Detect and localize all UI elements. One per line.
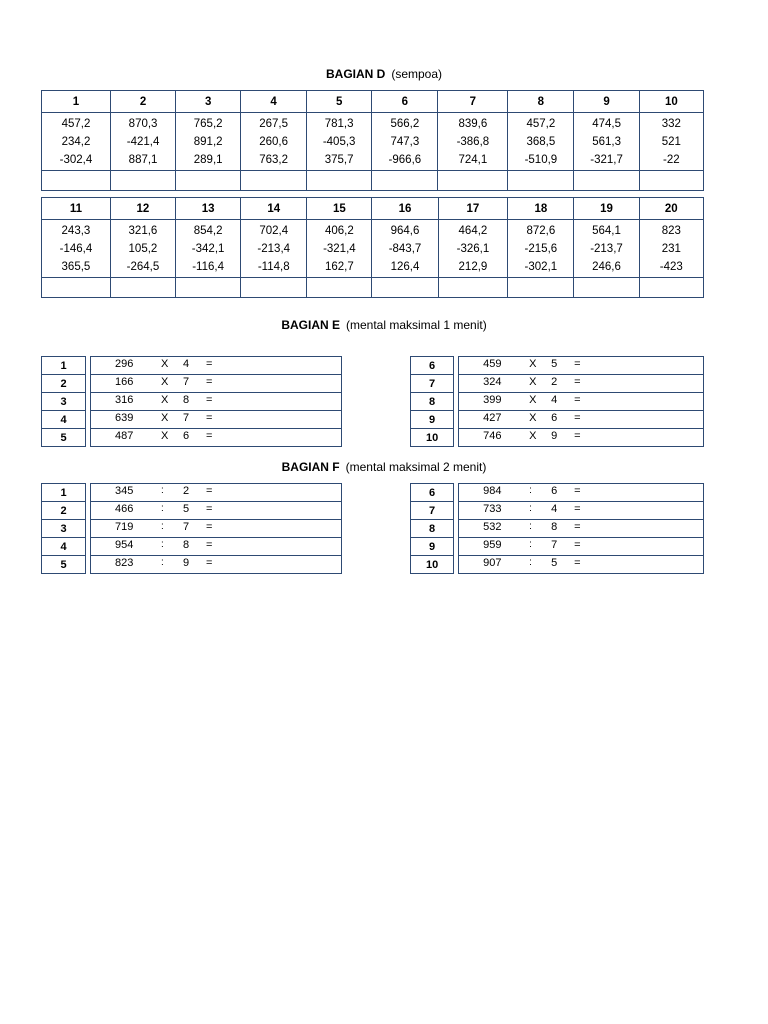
answer-cell[interactable] (574, 171, 639, 191)
problem-row (41, 375, 342, 393)
problem-number: 3 (41, 393, 86, 411)
value-line: -326,1 (456, 242, 490, 255)
operand-b: 5 (183, 503, 190, 515)
value-line: 891,2 (193, 135, 223, 148)
equals-sign: = (206, 394, 213, 406)
equals-sign: = (206, 521, 213, 533)
value-line: 964,6 (390, 224, 420, 237)
answer-cell[interactable] (241, 171, 307, 191)
bagian-f-subtitle: (mental maksimal 2 menit) (345, 460, 487, 474)
values-cell (508, 113, 574, 171)
operand-a: 959 (483, 539, 502, 551)
answer-cell[interactable] (372, 278, 438, 298)
operand-b: 7 (551, 539, 558, 551)
value-line: 162,7 (324, 260, 354, 273)
value-line: 823 (661, 224, 681, 237)
operand-a: 427 (483, 412, 502, 424)
value-line: 126,4 (390, 260, 420, 273)
value-line: -386,8 (456, 135, 490, 148)
value-line: -114,8 (257, 260, 290, 273)
operand-a: 719 (115, 521, 134, 533)
problem-expression[interactable] (90, 429, 342, 447)
value-line: -321,7 (590, 153, 623, 166)
value-line: -22 (663, 153, 680, 166)
multiply-operator: X (529, 376, 537, 388)
problem-row (41, 483, 342, 502)
operand-a: 296 (115, 358, 134, 370)
divide-operator: : (161, 521, 164, 532)
answer-cell[interactable] (508, 171, 574, 191)
value-line: 702,4 (259, 224, 289, 237)
answer-cell[interactable] (110, 171, 175, 191)
value-line: -342,1 (191, 242, 225, 255)
problem-expression[interactable] (90, 393, 342, 411)
problem-row (41, 556, 342, 574)
values-cell (574, 113, 639, 171)
answer-cell[interactable] (574, 278, 639, 298)
multiply-operator: X (529, 394, 537, 406)
operand-a: 466 (115, 503, 134, 515)
problem-number: 7 (410, 502, 454, 520)
value-line: -116,4 (192, 260, 224, 273)
column-number: 11 (42, 198, 111, 220)
problem-number: 6 (410, 356, 454, 375)
multiply-operator: X (529, 430, 537, 442)
problem-expression[interactable] (458, 538, 704, 556)
operand-b: 7 (183, 521, 190, 533)
equals-sign: = (206, 557, 213, 569)
answer-row (42, 278, 704, 298)
values-cell (42, 113, 111, 171)
values-cell (438, 113, 508, 171)
bagian-e-subtitle: (mental maksimal 1 menit) (345, 318, 487, 332)
equals-sign: = (574, 358, 581, 370)
bagian-f-heading (0, 460, 704, 474)
answer-cell[interactable] (307, 171, 372, 191)
values-cell (307, 113, 372, 171)
problem-number: 9 (410, 411, 454, 429)
operand-a: 954 (115, 539, 134, 551)
values-row (42, 220, 704, 278)
equals-sign: = (206, 358, 213, 370)
value-line: 231 (661, 242, 681, 255)
values-cell (176, 113, 241, 171)
value-line: -421,4 (126, 135, 160, 148)
problem-number: 4 (41, 411, 86, 429)
value-line: 839,6 (458, 117, 488, 130)
answer-row (42, 171, 704, 191)
operand-b: 2 (183, 485, 190, 497)
values-cell (508, 220, 574, 278)
value-line: 763,2 (259, 153, 288, 166)
divide-operator: : (529, 539, 532, 550)
value-line: 321,6 (128, 224, 158, 237)
operand-b: 7 (183, 412, 190, 424)
problem-row (410, 411, 704, 429)
operand-a: 345 (115, 485, 134, 497)
value-line: 566,2 (390, 117, 420, 130)
bagian-d-subtitle: (sempoa) (391, 67, 443, 81)
multiply-operator: X (161, 376, 169, 388)
bagian-d-table-1 (41, 90, 704, 191)
equals-sign: = (574, 376, 581, 388)
operand-a: 639 (115, 412, 134, 424)
divide-operator: : (529, 557, 532, 568)
multiply-operator: X (529, 358, 537, 370)
operand-a: 324 (483, 376, 502, 388)
problem-row (410, 356, 704, 375)
equals-sign: = (574, 412, 581, 424)
column-number: 17 (438, 198, 508, 220)
value-line: -302,4 (59, 153, 93, 166)
operand-b: 9 (183, 557, 190, 569)
values-cell (574, 220, 639, 278)
problem-expression[interactable] (90, 502, 342, 520)
value-line: -321,4 (323, 242, 356, 255)
value-line: 267,5 (259, 117, 288, 130)
column-number: 6 (372, 91, 438, 113)
problem-number: 2 (41, 502, 86, 520)
value-line: -510,9 (524, 153, 558, 166)
answer-cell[interactable] (372, 171, 438, 191)
problem-number: 8 (410, 393, 454, 411)
column-number: 12 (110, 198, 175, 220)
problem-number: 5 (41, 556, 86, 574)
problem-number: 7 (410, 375, 454, 393)
column-number: 7 (438, 91, 508, 113)
bagian-f-left-table (41, 483, 342, 574)
problem-expression[interactable] (458, 556, 704, 574)
answer-cell[interactable] (307, 278, 372, 298)
bagian-d-heading (0, 67, 704, 81)
problem-expression[interactable] (90, 356, 342, 375)
answer-cell[interactable] (438, 278, 508, 298)
problem-number: 8 (410, 520, 454, 538)
problem-expression[interactable] (90, 520, 342, 538)
problem-number: 5 (41, 429, 86, 447)
answer-cell[interactable] (110, 278, 175, 298)
problem-number: 3 (41, 520, 86, 538)
values-cell (307, 220, 372, 278)
values-cell (110, 220, 175, 278)
answer-cell[interactable] (42, 278, 111, 298)
values-cell (42, 220, 111, 278)
bagian-d-title: BAGIAN D (325, 67, 386, 81)
problem-expression[interactable] (90, 483, 342, 502)
value-line: 561,3 (592, 135, 621, 148)
problem-expression[interactable] (90, 556, 342, 574)
equals-sign: = (574, 539, 581, 551)
operand-a: 984 (483, 485, 502, 497)
column-number: 1 (42, 91, 111, 113)
value-line: 260,6 (259, 135, 288, 148)
answer-cell[interactable] (438, 171, 508, 191)
value-line: 872,6 (526, 224, 556, 237)
operand-b: 5 (551, 358, 558, 370)
equals-sign: = (574, 557, 581, 569)
column-number: 5 (307, 91, 372, 113)
header-row (42, 198, 704, 220)
multiply-operator: X (161, 430, 169, 442)
problem-number: 4 (41, 538, 86, 556)
problem-row (41, 502, 342, 520)
answer-cell[interactable] (639, 278, 703, 298)
value-line: 781,3 (324, 117, 354, 130)
problem-expression[interactable] (458, 429, 704, 447)
bagian-e-title: BAGIAN E (281, 318, 340, 332)
operand-b: 6 (551, 485, 558, 497)
column-number: 15 (307, 198, 372, 220)
column-number: 3 (176, 91, 241, 113)
divide-operator: : (529, 503, 532, 514)
problem-expression[interactable] (458, 520, 704, 538)
operand-a: 399 (483, 394, 502, 406)
operand-b: 8 (183, 394, 190, 406)
value-line: 724,1 (458, 153, 488, 166)
problem-expression[interactable] (90, 411, 342, 429)
divide-operator: : (161, 503, 164, 514)
problem-row (410, 520, 704, 538)
value-line: -146,4 (59, 242, 93, 255)
column-number: 9 (574, 91, 639, 113)
problem-row (410, 375, 704, 393)
multiply-operator: X (161, 358, 169, 370)
bagian-e-heading (0, 318, 704, 332)
value-line: 887,1 (128, 153, 158, 166)
value-line: -302,1 (524, 260, 558, 273)
bagian-e-left-table (41, 356, 342, 447)
operand-a: 487 (115, 430, 134, 442)
equals-sign: = (206, 412, 213, 424)
problem-number: 10 (410, 429, 454, 447)
values-row (42, 113, 704, 171)
operand-b: 8 (551, 521, 558, 533)
operand-b: 6 (183, 430, 190, 442)
answer-cell[interactable] (508, 278, 574, 298)
operand-a: 733 (483, 503, 502, 515)
divide-operator: : (161, 485, 164, 496)
value-line: 765,2 (193, 117, 223, 130)
problem-number: 6 (410, 483, 454, 502)
operand-b: 4 (551, 503, 558, 515)
operand-a: 746 (483, 430, 502, 442)
problem-expression[interactable] (458, 483, 704, 502)
divide-operator: : (529, 485, 532, 496)
value-line: -215,6 (524, 242, 558, 255)
value-line: 521 (661, 135, 681, 148)
column-number: 19 (574, 198, 639, 220)
bagian-e-right-table (410, 356, 704, 447)
problem-number: 9 (410, 538, 454, 556)
problem-row (410, 429, 704, 447)
problem-row (41, 411, 342, 429)
equals-sign: = (574, 503, 581, 515)
value-line: 406,2 (324, 224, 354, 237)
values-cell (176, 220, 241, 278)
value-line: 854,2 (193, 224, 223, 237)
problem-number: 2 (41, 375, 86, 393)
problem-row (410, 502, 704, 520)
value-line: 212,9 (458, 260, 488, 273)
values-cell (241, 220, 307, 278)
value-line: 234,2 (61, 135, 91, 148)
values-cell (110, 113, 175, 171)
value-line: 870,3 (128, 117, 158, 130)
value-line: 464,2 (458, 224, 488, 237)
answer-cell[interactable] (639, 171, 703, 191)
column-number: 16 (372, 198, 438, 220)
equals-sign: = (574, 521, 581, 533)
column-number: 20 (639, 198, 703, 220)
problem-expression[interactable] (458, 411, 704, 429)
problem-row (410, 556, 704, 574)
problem-row (410, 538, 704, 556)
operand-a: 907 (483, 557, 502, 569)
column-number: 4 (241, 91, 307, 113)
value-line: 375,7 (324, 153, 354, 166)
problem-number: 10 (410, 556, 454, 574)
value-line: -264,5 (126, 260, 160, 273)
problem-row (41, 429, 342, 447)
problem-expression[interactable] (458, 356, 704, 375)
equals-sign: = (206, 430, 213, 442)
answer-cell[interactable] (241, 278, 307, 298)
values-cell (438, 220, 508, 278)
value-line: 457,2 (526, 117, 556, 130)
column-number: 18 (508, 198, 574, 220)
equals-sign: = (206, 376, 213, 388)
values-cell (639, 113, 703, 171)
operand-b: 4 (183, 358, 190, 370)
problem-expression[interactable] (458, 393, 704, 411)
multiply-operator: X (529, 412, 537, 424)
operand-a: 823 (115, 557, 134, 569)
value-line: 332 (661, 117, 681, 130)
value-line: -966,6 (388, 153, 422, 166)
column-number: 10 (639, 91, 703, 113)
operand-b: 2 (551, 376, 558, 388)
equals-sign: = (574, 485, 581, 497)
multiply-operator: X (161, 412, 169, 424)
operand-b: 5 (551, 557, 558, 569)
equals-sign: = (574, 430, 581, 442)
bagian-f-right-table (410, 483, 704, 574)
problem-expression[interactable] (458, 375, 704, 393)
column-number: 8 (508, 91, 574, 113)
values-cell (639, 220, 703, 278)
operand-b: 7 (183, 376, 190, 388)
operand-a: 459 (483, 358, 502, 370)
value-line: -213,4 (257, 242, 291, 255)
column-number: 13 (176, 198, 241, 220)
value-line: -213,7 (590, 242, 623, 255)
values-cell (372, 113, 438, 171)
problem-expression[interactable] (458, 502, 704, 520)
problem-row (41, 393, 342, 411)
value-line: 457,2 (61, 117, 91, 130)
column-number: 14 (241, 198, 307, 220)
problem-row (41, 520, 342, 538)
multiply-operator: X (161, 394, 169, 406)
value-line: 368,5 (526, 135, 556, 148)
values-cell (241, 113, 307, 171)
operand-a: 166 (115, 376, 134, 388)
value-line: 289,1 (193, 153, 223, 166)
equals-sign: = (206, 485, 213, 497)
divide-operator: : (529, 521, 532, 532)
value-line: 564,1 (592, 224, 621, 237)
value-line: -423 (659, 260, 683, 273)
value-line: -405,3 (322, 135, 356, 148)
value-line: 105,2 (128, 242, 158, 255)
operand-b: 8 (183, 539, 190, 551)
bagian-d-table-2 (41, 197, 704, 298)
value-line: 246,6 (592, 260, 621, 273)
operand-b: 6 (551, 412, 558, 424)
operand-b: 4 (551, 394, 558, 406)
problem-row (41, 356, 342, 375)
divide-operator: : (161, 539, 164, 550)
value-line: 243,3 (61, 224, 91, 237)
divide-operator: : (161, 557, 164, 568)
problem-row (41, 538, 342, 556)
answer-cell[interactable] (176, 171, 241, 191)
problem-row (410, 483, 704, 502)
operand-b: 9 (551, 430, 558, 442)
bagian-f-title: BAGIAN F (281, 460, 340, 474)
value-line: 365,5 (61, 260, 91, 273)
answer-cell[interactable] (42, 171, 111, 191)
problem-expression[interactable] (90, 538, 342, 556)
values-cell (372, 220, 438, 278)
value-line: -843,7 (388, 242, 422, 255)
operand-a: 316 (115, 394, 134, 406)
equals-sign: = (206, 503, 213, 515)
header-row (42, 91, 704, 113)
equals-sign: = (206, 539, 213, 551)
operand-a: 532 (483, 521, 502, 533)
column-number: 2 (110, 91, 175, 113)
problem-row (410, 393, 704, 411)
value-line: 474,5 (592, 117, 621, 130)
problem-expression[interactable] (90, 375, 342, 393)
answer-cell[interactable] (176, 278, 241, 298)
equals-sign: = (574, 394, 581, 406)
problem-number: 1 (41, 356, 86, 375)
value-line: 747,3 (390, 135, 420, 148)
problem-number: 1 (41, 483, 86, 502)
